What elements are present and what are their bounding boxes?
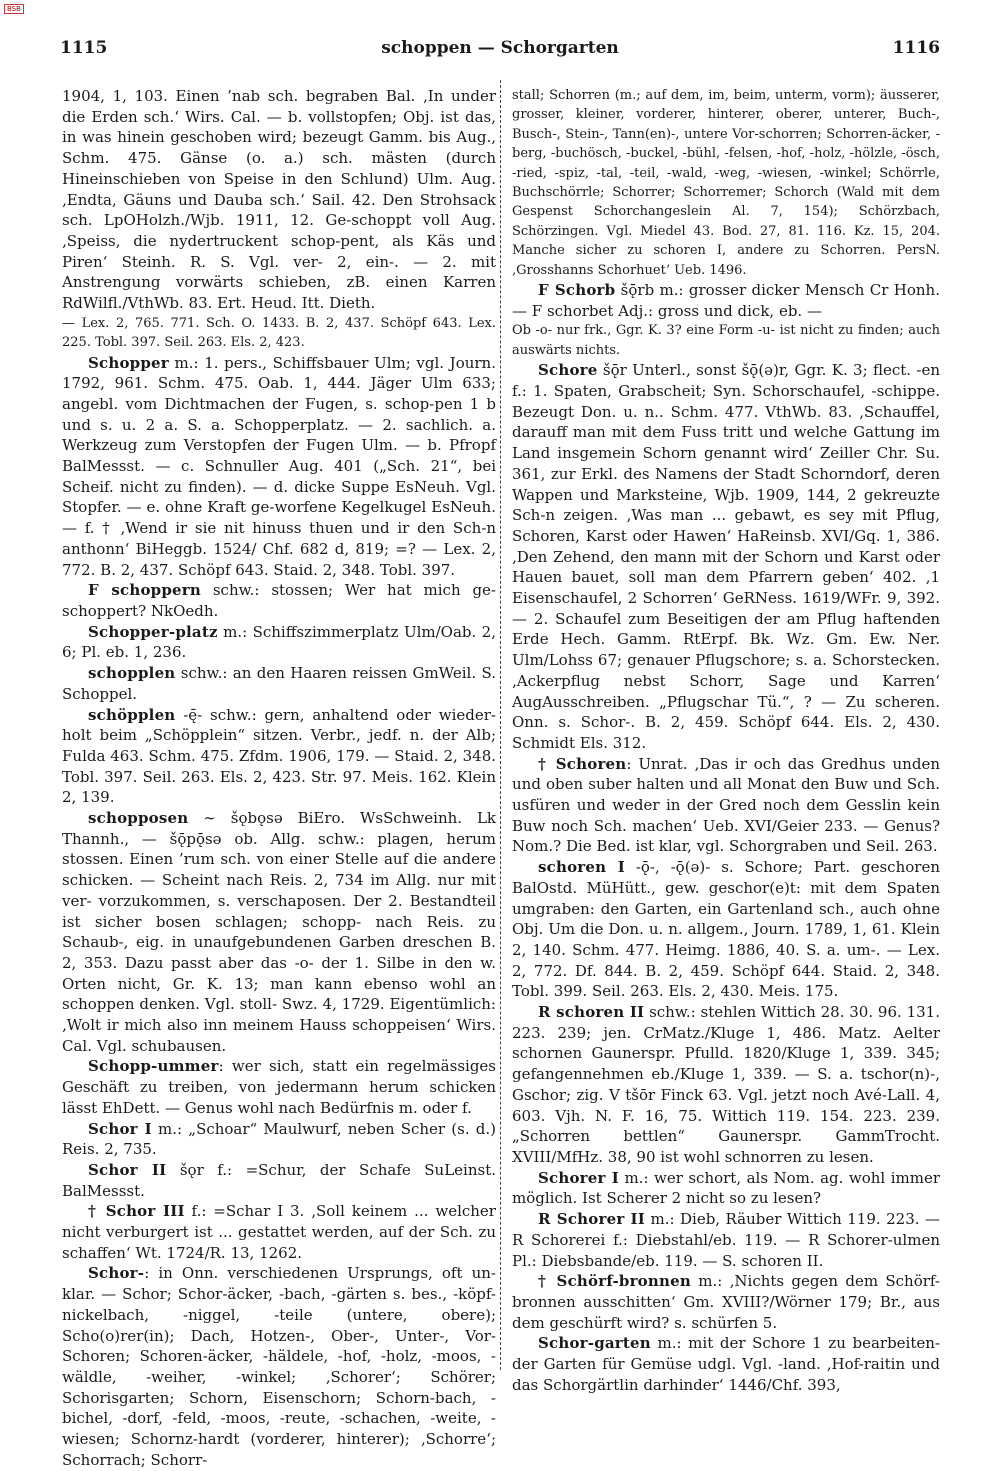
entry-text: m.: mit der Schore 1 zu bearbeiten-der Garten für Gemüse udgl. Vgl. -land. ‚Hof-raitin und das Schorgärtlin darhinder‘ 1446/Chf. 393,	[512, 1334, 940, 1394]
right-page-number: 1116	[892, 38, 940, 58]
entry-headword: R schoren II	[538, 1003, 645, 1022]
entry-text: m.: wer schort, als Nom. ag. wohl immer möglich. Ist Scherer 2 nicht so zu lesen?	[512, 1168, 941, 1208]
entry-text: -ę̄- schw.: gern, anhaltend oder wieder-holt beim „Schöpplein“ sitzen. Verbr., jedf. n. der Alb; Fulda 463. Schm. 475. Zfdm. 1906, 179. — Staid. 2, 348. Tobl. 397. Seil. 263. Els. 2, 423. Str. 97. Meis. 162. Klein 2, 139.	[62, 705, 496, 807]
dictionary-entry	[62, 1056, 496, 1118]
entry-text: m.: Dieb, Räuber Wittich 119. 223. — R Schorerei f.: Diebstahl/eb. 119. — R Schorer-ulmen Pl.: Diebsbande/eb. 119. — S. schoren II.	[512, 1210, 941, 1270]
left-page-number: 1115	[60, 38, 108, 58]
entry-text: -ǭ-, -ǭ(ə)- s. Schore; Part. geschoren BalOstd. MüHütt., gew. geschor(e)t: mit dem Spaten umgraben: den Garten, ein Gartenland sch., auch ohne Obj. Um die Don. u. n. allgem., Journ. 1789, 1, 61. Klein 2, 140. Schm. 477. Heimg. 1886, 40. S. a. um-. — Lex. 2, 772. Df. 844. B. 2, 459. Schöpf 644. Staid. 2, 348. Tobl. 399. Seil. 263. Els. 2, 430. Meis. 175.	[512, 858, 940, 1001]
dictionary-entry	[512, 1271, 940, 1333]
dictionary-entry	[62, 353, 496, 581]
entry-headword: Schopper-platz	[88, 622, 218, 641]
dictionary-entry	[62, 1201, 496, 1263]
entry-headword: † Schor III	[88, 1202, 185, 1221]
library-stamp: BSB	[4, 4, 24, 14]
citation-note: Ob -o- nur frk., Ggr. K. 3? eine Form -u- ist nicht zu finden; auch auswärts nichts.	[512, 323, 940, 358]
entry-text: m.: 1. pers., Schiffsbauer Ulm; vgl. Journ. 1792, 961. Schm. 475. Oab. 1, 444. Jäger Ulm 633; angebl. vom Dichtmachen der Fugen, s. schop-pen 1 b und s. u. 2 a. S. a. Schopperplatz. — 2. sachlich. a. Werkzeug zum Verstopfen der Fugen Ulm. — b. Pfropf BalMessst. — c. Schnuller Aug. 401 („Sch. 21“, bei Scheif. nicht zu finden). — d. dicke Suppe EsNeuh. Vgl. Stopfer. — e. ohne Kraft ge-worfene Kegelkugel EsNeuh. — f. † ‚Wend ir sie nit hinuss thuen und ir den Sch-n anthonn‘ BiHeggb. 1524/ Chf. 682 d, 819; =? — Lex. 2, 772. B. 2, 437. Schöpf 643. Staid. 2, 348. Tobl. 397.	[62, 353, 496, 579]
dictionary-entry	[62, 663, 496, 704]
entry-text: šǭrb m.: grosser dicker Mensch Cr Honh. — F schorbet Adj.: gross und dick, eb. —	[512, 281, 940, 320]
dictionary-entry	[62, 808, 496, 1056]
right-column	[512, 86, 940, 1395]
entry-text: ∼ šǫbǫsə BiEro. WsSchweinh. Lk Thannh., — šǭpǭsə ob. Allg. schw.: plagen, herum stossen. Einen ’rum sch. von einer Stelle auf die andere schicken. — Scheint nach Reis. 2, 734 im Allg. nur mit ver- vorzukommen, s. verschaposen. Der 2. Bestandteil ist sicher bosen schlagen; schopp- nach Reis. zu Schaub-, eig. in unaufgebundenen Garben dreschen B. 2, 353. Dazu passt aber das -o- der 1. Silbe in den w. Orten nicht, Gr. K. 13; man kann ebenso wohl an schoppen denken. Vgl. stoll- Swz. 4, 1729. Eigentümlich: ‚Wolt ir mich also inn meinem Hauss schoppeisen‘ Wirs. Cal. Vgl. schubausen.	[62, 809, 496, 1055]
dictionary-entry	[512, 857, 940, 1002]
dictionary-entry	[62, 1119, 496, 1160]
entry-text: schw.: an den Haaren reissen GmWeil. S. Schoppel.	[62, 664, 496, 703]
entry-headword: Schopp-ummer	[88, 1057, 219, 1076]
entry-text: : in Onn. verschiedenen Ursprungs, oft un-klar. — Schor; Schor-äcker, -bach, -gärten s. bes., -köpf-nickelbach, -niggel, -teile (untere, obere); Scho(o)rer(in); Dach, Hotzen-, Ober-, Unter-, Vor-Schoren; Schoren-äcker, -häldele, -hof, -holz, -moos, -wäldle, -weiher, -winkel; ‚Schorer‘; Schörer; Schorisgarten; Schorn, Eisenschorn; Schorn-bach, -bichel, -dorf, -feld, -moos, -reute, -schachen, -weite, -wiesen; Schornz-hardt (vorderer, hinterer); ‚Schorre‘; Schorrach; Schorr-	[62, 1264, 496, 1469]
entry-headword: R Schorer II	[538, 1210, 645, 1229]
entry-text: schw.: stehlen Wittich 28. 30. 96. 131. 223. 239; jen. CrMatz./Kluge 1, 486. Matz. Aelter schornen Gaunerspr. Pfulld. 1820/Kluge 1, 339. 345; gefangennehmen eb./Kluge 1, 339. — S. a. tschor(n)-, Gschor; zig. V tšōr Finck 63. Vgl. jetzt noch Avé-Lall. 4, 603. Vjh. N. F. 16, 75. Wittich 119. 154. 223. 239. „Schorren bettlen“ Gaunerspr. GammTrocht. XVIII/MfHz. 38, 90 ist wohl schnorren zu lesen.	[512, 1003, 940, 1166]
entry-text: : Unrat. ‚Das ir och das Gredhus unden und oben suber halten und all Monat den Buw und Sch. usfüren und weder in der Gred noch dem Gesslin kein Buw noch Sch. machen‘ Ueb. XVI/Geier 233. — Genus? Nom.? Die Bed. ist klar, vgl. Schorgraben und Seil. 263.	[512, 754, 940, 856]
entry-text: f.: =Schar I 3. ‚Soll keinem ... welcher nicht verburgert ist ... gestattet werden, auf der Sch. zu schaffen‘ Wt. 1724/R. 13, 1262.	[62, 1202, 496, 1262]
entry-headword: Schor-garten	[538, 1334, 651, 1353]
entry-text: schw.: stossen; Wer hat mich ge-schoppert? NkOedh.	[62, 581, 497, 620]
dictionary-entry	[512, 754, 940, 858]
dictionary-entry	[512, 280, 940, 321]
dictionary-entry	[62, 1160, 496, 1201]
entry-headword: Schorer I	[538, 1168, 619, 1187]
entry-headword: F Schorb	[538, 281, 616, 300]
entry-text: m.: ‚Nichts gegen dem Schörf-bronnen ausschitten‘ Gm. XVIII?/Wörner 179; Br., aus dem geschürft wird? s. schürfen 5.	[512, 1272, 940, 1332]
entry-headword: Schore	[538, 361, 598, 380]
left-column	[62, 86, 496, 1471]
entry-text: : wer sich, statt ein regelmässiges Geschäft zu treiben, von jedermann herum schicken lässt EhDett. — Genus wohl nach Bedürfnis m. oder f.	[62, 1057, 496, 1117]
page-title: schoppen — Schorgarten	[381, 38, 619, 58]
citation-note: stall; Schorren (m.; auf dem, im, beim, unterm, vorm); äusserer, grosser, kleiner, vorderer, hinterer, oberer, unterer, Buch-, Busch-, Stein-, Tann(en)-, untere Vor-schorren; Schorren-äcker, -berg, -buchösch, -buckel, -bühl, -felsen, -hof, -holz, -hölzle, -ösch, -ried, -spiz, -tal, -teil, -wald, -weg, -wiesen, -winkel; Schörrle, Buchschörrle; Schorrer; Schorremer; Schorch (Wald mit dem Gespenst Schorchangeslein Al. 7, 154); Schörzbach, Schörzingen. Vgl. Miedel 43. Bod. 27, 81. 116. Kz. 15, 204. Manche sicher zu schoren I, andere zu Schorren. PersN. ‚Grosshanns Schorhuet‘ Ueb. 1496.	[512, 88, 940, 278]
dictionary-entry	[512, 360, 940, 753]
entry-headword: † Schoren	[538, 754, 627, 773]
entry-headword: Schor II	[88, 1160, 167, 1179]
entry-headword: schopplen	[88, 664, 176, 683]
dictionary-entry	[512, 1168, 940, 1209]
entry-headword: schöpplen	[88, 705, 176, 724]
entry-text: šǭr Unterl., sonst šǭ(ə)r, Ggr. K. 3; flect. -en f.: 1. Spaten, Grabscheit; Syn. Schorschaufel, -schippe. Bezeugt Don. u. n.. Schm. 477. VthWb. 83. ‚Schauffel, darauff man mit dem Fuss tritt und welche Gattung im Land insgemein Schorn genannt wird‘ Zeiller Chr. Su. 361, zur Erkl. des Namens der Stadt Schorndorf, deren Wappen und Marksteine, Wjb. 1909, 144, 2 gekreuzte Sch-n zeigen. ‚Was man ... gebawt, es sey mit Pflug, Schoren, Karst oder Hawen‘ HaReinsb. XVI/Gq. 1, 386. ‚Den Zehend, den mann mit der Schorn und Karst oder Hauen bauet, soll man dem Pfarrern geben‘ 402. ‚1 Eisenschaufel, 2 Schorren‘ GeRNess. 1619/WFr. 9, 392. — 2. Schaufel zum Beseitigen der am Pflug haftenden Erde Hech. Gamm. RtErpf. Bk. Wz. Gm. Ew. Ner. Ulm/Lohss 67; genauer Pflugschore; s. a. Schorstecken. ‚Ackerpflug nebst Schorr, Sage und Karren‘ AugAusschreiben. „Pflugschar Tü.“, ? — Zu scheren. Onn. s. Schor-. B. 2, 459. Schöpf 644. Els. 2, 430. Schmidt Els. 312.	[512, 361, 940, 752]
dictionary-entry	[62, 580, 496, 621]
entry-headword: schopposen	[88, 809, 189, 828]
dictionary-entry	[512, 1002, 940, 1168]
entry-text: m.: Schiffszimmerplatz Ulm/Oab. 2, 6; Pl. eb. 1, 236.	[62, 622, 496, 662]
dictionary-entry	[512, 1209, 940, 1271]
entry-headword: † Schörf-bronnen	[538, 1272, 691, 1291]
dictionary-entry	[62, 622, 496, 663]
entry-headword: Schopper	[88, 353, 169, 372]
entry-headword: schoren I	[538, 858, 625, 877]
dictionary-entry	[62, 1263, 496, 1470]
entry-text: m.: „Schoar“ Maulwurf, neben Scher (s. d.) Reis. 2, 735.	[62, 1119, 496, 1159]
entry-headword: Schor I	[88, 1119, 152, 1138]
citation-note: — Lex. 2, 765. 771. Sch. O. 1433. B. 2, 437. Schöpf 643. Lex. 225. Tobl. 397. Seil. 263. Els. 2, 423.	[62, 315, 496, 351]
entry-headword: F schoppern	[88, 581, 201, 600]
dictionary-entry	[62, 705, 496, 809]
dictionary-entry	[512, 1333, 940, 1395]
running-header	[60, 38, 940, 62]
entry-headword: Schor-	[88, 1264, 145, 1283]
entry-text: šǫr f.: =Schur, der Schafe SuLeinst. BalMessst.	[62, 1160, 496, 1200]
column-divider	[500, 80, 501, 1370]
body-paragraph: 1904, 1, 103. Einen ’nab sch. begraben Bal. ‚In under die Erden sch.‘ Wirs. Cal. — b. vollstopfen; Obj. ist das, in was hinein geschoben wird; bezeugt Gamm. bis Aug., Schm. 475. Gänse (o. a.) sch. mästen (durch Hineinschieben von Speise in den Schlund) Ulm. Aug. ‚Endta, Gäuns und Dauba sch.‘ Sail. 42. Den Strohsack sch. LpOHolzh./Wjb. 1911, 12. Ge-schoppt voll Aug. ‚Speiss, die nydertruckent schop-pent, als Käs und Piren‘ Steinh. R. S. Vgl. ver- 2, ein-. — 2. mit Anstrengung vorwärts schieben, zB. einen Karren RdWilfl./VthWb. 83. Ert. Heud. Itt. Dieth.	[62, 87, 496, 313]
